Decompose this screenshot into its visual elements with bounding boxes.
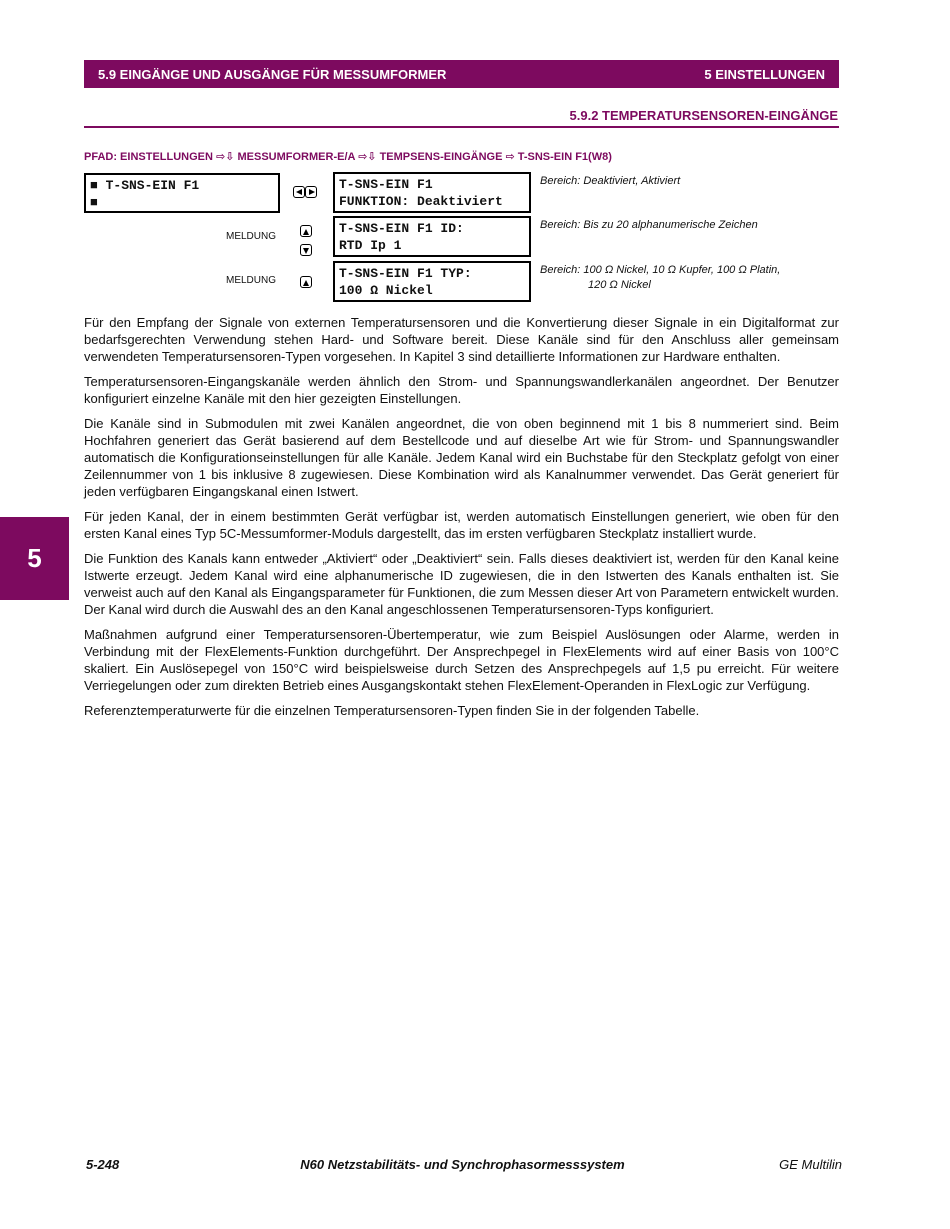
paragraph: Die Funktion des Kanals kann entweder „Aktiviert“ oder „Deaktiviert“ sein. Falls dieses deaktiviert ist, werden für den Kanal keine Istwerte erzeugt. Jedem Kanal wird eine alphanumerische ID zugewiesen, die in den Istwerten des Kanals enthalten ist. Sie verweist auch auf den Kanal als Eingangsparameter für Funktionen, die zum Messen dieser Art von Parametern entwickelt wurden. Der Kanal wird durch die Auswahl des an den Kanal angeschlossenen Temperatursensoren-Typs konfiguriert. [84, 551, 839, 617]
message-label: MELDUNG [226, 275, 277, 286]
setting-line: T-SNS-EIN F1 [339, 177, 433, 192]
menu-header-display [84, 173, 280, 213]
setting-display-id [333, 216, 531, 257]
range-value: Deaktiviert, Aktiviert [583, 175, 681, 187]
setting-line: 100 Ω Nickel [339, 283, 433, 298]
down-arrow-key-icon [300, 244, 312, 256]
range-value: 120 Ω Nickel [588, 279, 651, 291]
document-title: N60 Netzstabilitäts- und Synchrophasormesssystem [300, 1157, 625, 1172]
body-text [84, 314, 839, 727]
setting-line: FUNKTION: Deaktiviert [339, 194, 503, 209]
menu-header-line: ■ T-SNS-EIN F1 [90, 178, 200, 193]
up-key [300, 275, 312, 293]
range-value: Bis zu 20 alphanumerische Zeichen [583, 219, 758, 231]
up-arrow-key-icon [300, 225, 312, 237]
range-value: 100 Ω Nickel, 10 Ω Kupfer, 100 Ω Platin, [583, 264, 781, 276]
settings-path: PFAD: EINSTELLUNGEN ⇨⇩ MESSUMFORMER-E/A ⇨⇩ TEMPSENS-EINGÄNGE ⇨ T-SNS-EIN F1(W8) [84, 151, 612, 163]
range-label: Bereich: [540, 219, 581, 231]
company-name: GE Multilin [779, 1157, 842, 1172]
range-id [540, 218, 758, 233]
chapter-title: 5 EINSTELLUNGEN [704, 66, 825, 82]
setting-line: T-SNS-EIN F1 TYP: [339, 266, 472, 281]
page-number: 5-248 [86, 1157, 120, 1172]
section-header-bar [84, 60, 839, 88]
range-label: Bereich: [540, 175, 581, 187]
subsection-title: 5.9.2 TEMPERATURSENSOREN-EINGÄNGE [569, 108, 838, 123]
setting-display-function [333, 172, 531, 213]
paragraph: Für jeden Kanal, der in einem bestimmten Gerät verfügbar ist, werden automatisch Einstellungen generiert, wie oben für den ersten Kanal eines Typ 5C-Messumformer-Moduls dargestellt, das im ersten verfügbaren Steckplatz installiert wurde. [84, 509, 839, 541]
subsection-divider [84, 126, 839, 128]
chapter-tab: 5 [0, 517, 69, 600]
right-arrow-key-icon [305, 186, 317, 198]
paragraph: Referenztemperaturwerte für die einzelnen Temperatursensoren-Typen finden Sie in der folgenden Tabelle. [84, 703, 700, 718]
paragraph: Die Kanäle sind in Submodulen mit zwei Kanälen angeordnet, die von oben beginnend mit 1 bis 8 nummeriert sind. Beim Hochfahren generiert das Gerät basierend auf dem Bestellcode und auf dieselbe Art wie für Strom- und Spannungswandler automatisch die Konfigurationseinstellungen für alle Kanäle. Jedem Kanal wird ein Buchstabe für den Steckplatz gefolgt von einer Zeilennummer von 1 bis inklusive 8 zugewiesen. Diese Kombination wird als Kanalnummer verwendet. Das Gerät generiert für jeden verfügbaren Eingangskanal einen Istwert. [84, 416, 839, 499]
menu-header-line: ■ [90, 195, 98, 210]
paragraph: Maßnahmen aufgrund einer Temperatursensoren-Übertemperatur, wie zum Beispiel Auslösungen oder Alarme, werden in Verbindung mit der FlexElements-Funktion durchgeführt. Der Ansprechpegel in FlexElements wird auf einer Basis von 100°C skaliert. Ein Auslösepegel von 150°C wird beispielsweise durch Setzen des Ansprechpegels auf 1,5 pu erreicht. Für weitere Verriegelungen oder zum direkten Betrieb eines Ausgangskontakt stehen FlexElement-Operanden in FlexLogic zur Verfügung. [84, 627, 839, 693]
left-right-keys [293, 185, 317, 203]
paragraph: Temperatursensoren-Eingangskanäle werden ähnlich den Strom- und Spannungswandlerkanälen angeordnet. Der Benutzer konfiguriert einzelne Kanäle mit den hier gezeigten Einstellungen. [84, 374, 839, 406]
section-title: 5.9 EINGÄNGE UND AUSGÄNGE FÜR MESSUMFORMER [98, 66, 447, 82]
range-function [540, 174, 680, 189]
range-label: Bereich: [540, 264, 581, 276]
up-arrow-key-icon [300, 276, 312, 288]
paragraph: Für den Empfang der Signale von externen Temperatursensoren und die Konvertierung dieser Signale in ein Digitalformat zur bedarfsgerechten Verwendung stehen Hard- und Software bereit. Diese Kanäle sind für den Anschluss aller gemeinsam verwendeten Temperatursensoren-Typen vorgesehen. In Kapitel 3 sind detaillierte Informationen zur Hardware enthalten. [84, 315, 839, 364]
setting-display-type [333, 261, 531, 302]
message-label: MELDUNG [226, 231, 277, 242]
range-type [540, 263, 780, 293]
up-down-keys [300, 224, 314, 261]
setting-line: RTD Ip 1 [339, 238, 402, 253]
setting-line: T-SNS-EIN F1 ID: [339, 221, 464, 236]
left-arrow-key-icon [293, 186, 305, 198]
